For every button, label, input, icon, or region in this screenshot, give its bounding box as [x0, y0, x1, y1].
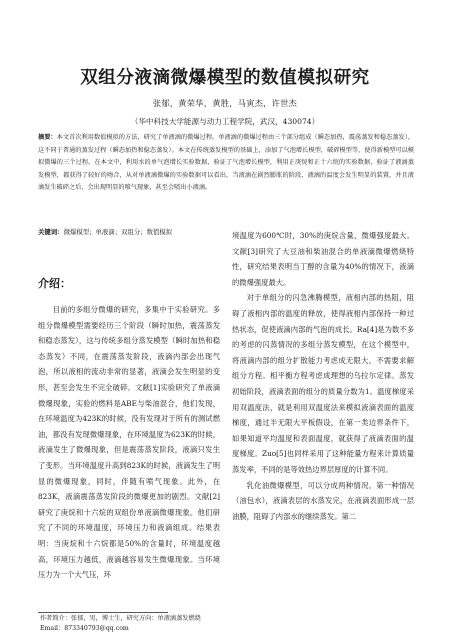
keywords-text: 微爆模型；单液滴；双组分；数值模拟	[63, 228, 173, 236]
footnote	[40, 614, 420, 634]
author-list: 张郁，黄荣华，黄胜，马寅杰，许世杰	[152, 98, 298, 108]
body-paragraph: 乳化油微爆模型，可以分成两种情况。第一种情况（油包水），液滴表层的水蒸发完，在液滴表面形成一层油膜，阻碍了内部水的继续蒸发。第二	[232, 480, 414, 521]
section-heading-introduction: 介绍：	[38, 277, 71, 290]
keywords-label: 关键词：	[38, 228, 64, 236]
footnote-email: Email：873340793@qq.com	[40, 625, 129, 632]
footnote-divider	[38, 612, 168, 613]
abstract-text: 本文首次利用数值模拟的方法，研究了单液滴的微爆过程。单液滴的微爆过程由三个部分组成（瞬态加热，震荡蒸发和稳态蒸发），这不同于普通的蒸发过程（瞬态加热和稳态蒸发）。本文在传统蒸发模型的基础上，添加了气泡增长模型，破碎模型等，使得新模型可以模拟微爆的三个过程。在本文中，利用水的单气泡增长实验数据，验证了气泡增长模型，利用正庚烷和正十六烷的实验数据，验证了液滴蒸发模型，都获得了较好的吻合，从对单液滴微爆的实验数据可以看出，当液滴在剧烈膨胀的阶段，液滴的温度会发生明显的装置，并且液滴发生破碎之后，会出现明显的喷气现象，甚至会喷出小液滴。	[38, 134, 415, 192]
body-paragraph: 目前的多组分微爆的研究，多集中于实验研究。多组分微爆模型需要经历三个阶段（瞬时加热，震荡蒸发和稳态蒸发），这与传统多组分蒸发模型（瞬时加热和稳态蒸发）不同，在震荡蒸发阶段，液滴内部会出现气泡，所以液相的流动非常的显著，液滴会发生明显的变形，甚至会发生不完全破碎。文献[1]实验研究了单液滴微爆现象，实验的燃料是ABE与柴油混合，他们发现，在环境温度为423K的时候，没有发现对于所有的测试燃油，都没有发现微爆现象，在环境温度为623K的时候，液滴发生了微爆现象，但是震荡蒸发阶段，液滴只发生了变形。当环境温度升高到823K的时候，液滴发生了明显的微爆现象，同时，伴随有喷气现象。此外，在823K，液滴震荡蒸发阶段的微爆更加的剧烈。文献[2]研究了庚烷和十六烷的双组份单液滴微爆现象。他们研究了不同的环境温度，环境压力和液滴组成。结果表明：当庚烷和十六烷都是50%的含量时，环境温度越高，环境压力越低，液滴越容易发生微爆现象。当环境压力为一个大气压，环	[38, 305, 220, 580]
abstract	[38, 132, 414, 195]
paper-title: 双组分液滴微爆模型的数值模拟研究	[80, 68, 370, 88]
right-column	[232, 228, 414, 524]
body-paragraph: 境温度为600℃时，30%的庚烷含量，微爆强度最大。文献[3]研究了大豆油和柴油混合的单液滴微爆燃烧特性，研究结果表明当丁醇的含量为40%的情况下，液滴的微爆强度最大。	[232, 231, 414, 287]
left-column	[38, 302, 220, 583]
affiliation: （华中科技大学能源与动力工程学院，武汉，430074）	[130, 117, 320, 126]
body-paragraph: 对于单组分的闪急沸腾模型，液相内部的热阻，阻碍了液相内部的温度的释放，使得液相内部保持一种过热状态，促使液滴内部的气泡的成长。Ra[4]是为数不多的考虑的闪蒸情况的多组分蒸发模型，在这个模型中，将液滴内部的组分扩散能力考虑成无限大，不需要求解组分方程。相平衡方程考虑成理想的乌拉尔定律。蒸发初始阶段，液滴表面的组分的质量分数为1。温度梯度采用双温度法，就是利用双温度法来模拟液滴表面的温度梯度，通过半无限大平板假设，在第一类边界条件下，如果知道平均温度和表面温度，就获得了液滴表面的温度梯度。Zuo[5]也同样采用了这种能量方程来计算质量蒸发率，不同的是等效热边界层厚度的计算不同。	[232, 293, 414, 474]
footnote-author-bio: 作者简介：张郁，男，博士生，研究方向：单液滴蒸发燃烧	[40, 615, 201, 622]
abstract-label: 摘要：	[38, 134, 57, 141]
